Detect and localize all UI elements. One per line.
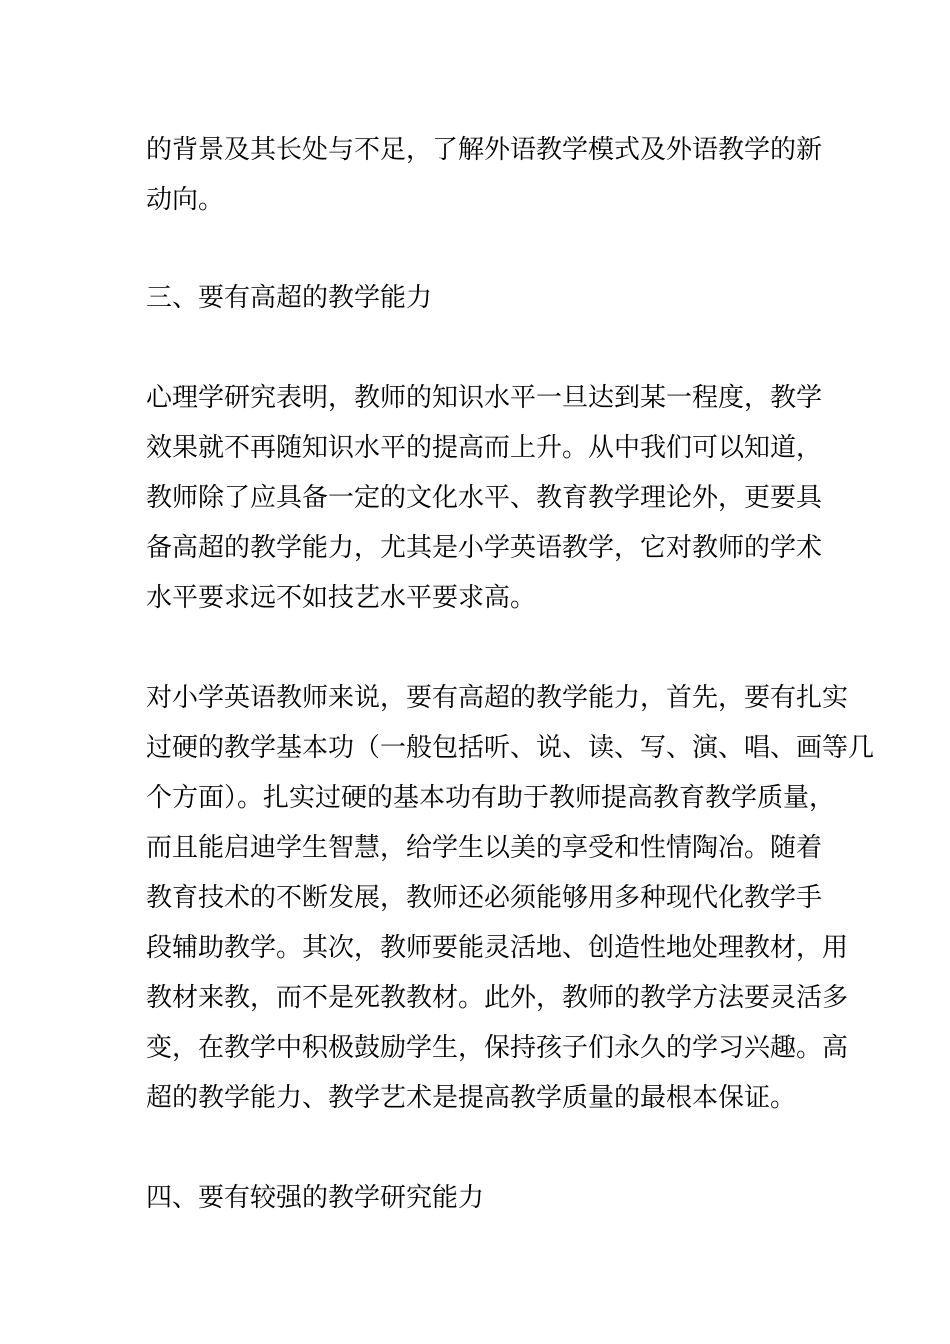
paragraph-3-line-6: 段辅助教学。其次，教师要能灵活地、创造性地处理教材，用 — [146, 933, 849, 963]
paragraph-3-line-2: 过硬的教学基本功（一般包括听、说、读、写、演、唱、画等几 — [146, 733, 875, 763]
paragraph-3-line-9: 超的教学能力、教学艺术是提高教学质量的最根本保证。 — [146, 1083, 797, 1113]
paragraph-2-line-3: 教师除了应具备一定的文化水平、教育教学理论外，更要具 — [146, 483, 823, 513]
paragraph-2-line-4: 备高超的教学能力，尤其是小学英语教学，它对教师的学术 — [146, 533, 823, 563]
paragraph-3-line-8: 变，在教学中积极鼓励学生，保持孩子们永久的学习兴趣。高 — [146, 1033, 849, 1063]
paragraph-3-line-1: 对小学英语教师来说，要有高超的教学能力，首先，要有扎实 — [146, 683, 849, 713]
section-heading-4: 四、要有较强的教学研究能力 — [146, 1183, 485, 1213]
paragraph-3-line-7: 教材来教，而不是死教教材。此外，教师的教学方法要灵活多 — [146, 983, 849, 1013]
paragraph-3-line-5: 教育技术的不断发展，教师还必须能够用多种现代化教学手 — [146, 883, 823, 913]
paragraph-2-line-2: 效果就不再随知识水平的提高而上升。从中我们可以知道， — [146, 433, 823, 463]
section-heading-3: 三、要有高超的教学能力 — [146, 283, 433, 313]
paragraph-3-line-3: 个方面）。扎实过硬的基本功有助于教师提高教育教学质量， — [146, 783, 836, 813]
paragraph-1-line-1: 的背景及其长处与不足，了解外语教学模式及外语教学的新 — [146, 135, 823, 165]
paragraph-2-line-1: 心理学研究表明，教师的知识水平一旦达到某一程度，教学 — [146, 383, 823, 413]
paragraph-3-line-4: 而且能启迪学生智慧，给学生以美的享受和性情陶冶。随着 — [146, 833, 823, 863]
paragraph-2-line-5: 水平要求远不如技艺水平要求高。 — [146, 583, 537, 613]
paragraph-1-line-2: 动向。 — [146, 185, 225, 215]
